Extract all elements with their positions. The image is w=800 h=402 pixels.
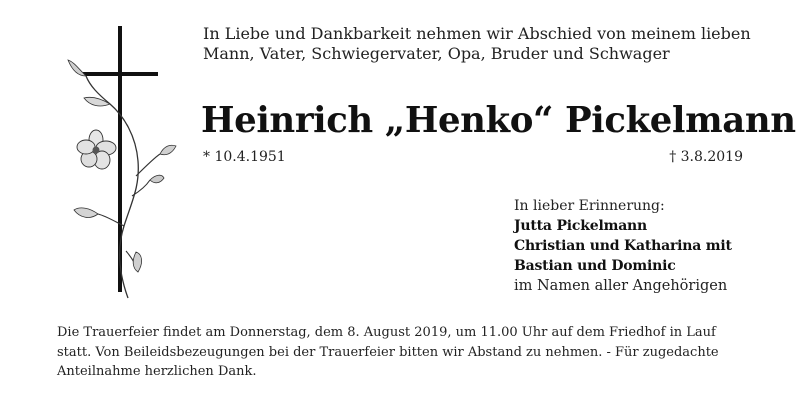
memory-heading: In lieber Erinnerung:	[514, 198, 665, 214]
footer-line-2: statt. Von Beileidsbezeugungen bei der Trauerfeier bitten wir Abstand zu nehmen. - Für zugedachte	[57, 344, 719, 360]
mourner-name: Jutta Pickelmann	[514, 218, 648, 234]
footer-line-1: Die Trauerfeier findet am Donnerstag, dem 8. August 2019, um 11.00 Uhr auf dem Friedhof in Lauf	[57, 325, 716, 340]
intro-line-1: In Liebe und Dankbarkeit nehmen wir Abschied von meinem lieben	[203, 24, 751, 43]
birth-date: * 10.4.1951	[203, 149, 286, 165]
death-date: † 3.8.2019	[669, 149, 743, 165]
mourner-name: Christian und Katharina mit	[514, 238, 732, 254]
deceased-name: Heinrich „Henko“ Pickelmann	[201, 100, 796, 141]
footer-line-3: Anteilnahme herzlichen Dank.	[57, 364, 257, 379]
memory-closing: im Namen aller Angehörigen	[514, 278, 728, 294]
mourners-block	[514, 196, 754, 296]
funeral-info	[57, 323, 757, 382]
cross-with-flower-icon	[50, 26, 190, 306]
intro-text	[203, 24, 763, 64]
mourner-name: Bastian und Dominic	[514, 258, 676, 274]
intro-line-2: Mann, Vater, Schwiegervater, Opa, Bruder und Schwager	[203, 44, 670, 63]
